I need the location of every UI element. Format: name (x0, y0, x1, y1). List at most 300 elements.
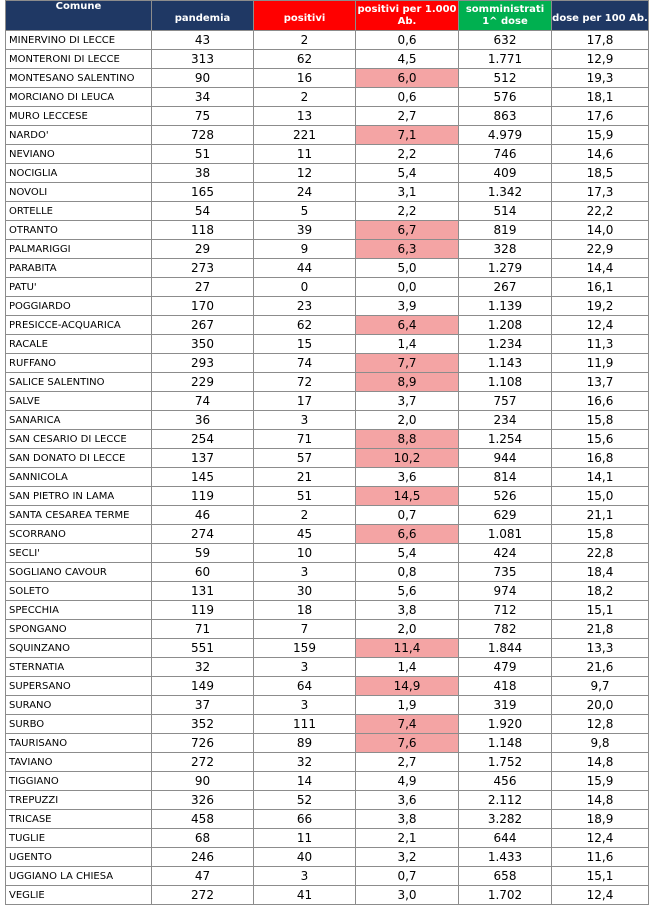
table-row (6, 50, 649, 69)
cell-dose-per-100: 15,0 (552, 487, 649, 506)
cell-comune: SOGLIANO CAVOUR (6, 563, 152, 582)
cell-positivi-per-1000: 7,7 (356, 354, 459, 373)
table-row (6, 107, 649, 126)
cell-somministrati: 632 (459, 31, 552, 50)
table-row (6, 487, 649, 506)
table-row (6, 791, 649, 810)
table-row (6, 468, 649, 487)
cell-somministrati: 1.139 (459, 297, 552, 316)
table-row (6, 677, 649, 696)
cell-positivi-per-1000: 5,4 (356, 544, 459, 563)
table-row (6, 544, 649, 563)
cell-positivi-per-1000: 2,0 (356, 411, 459, 430)
cell-positivi: 12 (254, 164, 356, 183)
cell-somministrati: 712 (459, 601, 552, 620)
cell-dose-per-100: 12,4 (552, 829, 649, 848)
cell-dose-per-100: 21,8 (552, 620, 649, 639)
cell-dose-per-100: 12,4 (552, 316, 649, 335)
table-row (6, 278, 649, 297)
cell-pandemia: 272 (152, 753, 254, 772)
cell-pandemia: 118 (152, 221, 254, 240)
header-somministrati: somministrati 1^ dose (459, 1, 552, 31)
cell-pandemia: 267 (152, 316, 254, 335)
cell-positivi: 14 (254, 772, 356, 791)
table-row (6, 411, 649, 430)
cell-comune: MURO LECCESE (6, 107, 152, 126)
cell-comune: TUGLIE (6, 829, 152, 848)
cell-somministrati: 974 (459, 582, 552, 601)
cell-comune: PRESICCE-ACQUARICA (6, 316, 152, 335)
cell-comune: NEVIANO (6, 145, 152, 164)
cell-positivi-per-1000: 8,9 (356, 373, 459, 392)
cell-dose-per-100: 12,4 (552, 886, 649, 905)
cell-comune: POGGIARDO (6, 297, 152, 316)
cell-dose-per-100: 15,8 (552, 411, 649, 430)
cell-positivi-per-1000: 2,7 (356, 107, 459, 126)
cell-positivi: 3 (254, 867, 356, 886)
cell-dose-per-100: 15,1 (552, 601, 649, 620)
cell-pandemia: 352 (152, 715, 254, 734)
cell-comune: SANARICA (6, 411, 152, 430)
cell-positivi-per-1000: 4,9 (356, 772, 459, 791)
table-row (6, 525, 649, 544)
cell-pandemia: 728 (152, 126, 254, 145)
cell-comune: SURANO (6, 696, 152, 715)
cell-positivi-per-1000: 10,2 (356, 449, 459, 468)
cell-dose-per-100: 14,8 (552, 791, 649, 810)
cell-pandemia: 47 (152, 867, 254, 886)
table-row (6, 316, 649, 335)
cell-somministrati: 1.920 (459, 715, 552, 734)
cell-dose-per-100: 15,6 (552, 430, 649, 449)
cell-pandemia: 551 (152, 639, 254, 658)
cell-positivi-per-1000: 14,5 (356, 487, 459, 506)
cell-pandemia: 90 (152, 772, 254, 791)
cell-dose-per-100: 18,5 (552, 164, 649, 183)
cell-positivi: 111 (254, 715, 356, 734)
table-row (6, 734, 649, 753)
cell-comune: UGGIANO LA CHIESA (6, 867, 152, 886)
cell-comune: SURBO (6, 715, 152, 734)
cell-dose-per-100: 13,7 (552, 373, 649, 392)
cell-dose-per-100: 18,4 (552, 563, 649, 582)
cell-positivi-per-1000: 0,7 (356, 867, 459, 886)
cell-somministrati: 1.081 (459, 525, 552, 544)
cell-comune: SPECCHIA (6, 601, 152, 620)
cell-positivi: 3 (254, 696, 356, 715)
table-row (6, 69, 649, 88)
cell-pandemia: 165 (152, 183, 254, 202)
cell-somministrati: 1.143 (459, 354, 552, 373)
cell-dose-per-100: 13,3 (552, 639, 649, 658)
cell-pandemia: 54 (152, 202, 254, 221)
cell-somministrati: 1.844 (459, 639, 552, 658)
cell-dose-per-100: 11,9 (552, 354, 649, 373)
cell-positivi-per-1000: 6,3 (356, 240, 459, 259)
cell-positivi-per-1000: 6,0 (356, 69, 459, 88)
cell-dose-per-100: 22,9 (552, 240, 649, 259)
cell-positivi: 5 (254, 202, 356, 221)
cell-pandemia: 71 (152, 620, 254, 639)
cell-pandemia: 726 (152, 734, 254, 753)
cell-comune: SANTA CESAREA TERME (6, 506, 152, 525)
cell-positivi-per-1000: 2,7 (356, 753, 459, 772)
cell-positivi: 15 (254, 335, 356, 354)
table-row (6, 582, 649, 601)
cell-somministrati: 1.771 (459, 50, 552, 69)
cell-somministrati: 757 (459, 392, 552, 411)
cell-pandemia: 60 (152, 563, 254, 582)
cell-positivi: 45 (254, 525, 356, 544)
cell-positivi: 2 (254, 31, 356, 50)
cell-somministrati: 456 (459, 772, 552, 791)
cell-positivi: 221 (254, 126, 356, 145)
cell-somministrati: 267 (459, 278, 552, 297)
cell-comune: TIGGIANO (6, 772, 152, 791)
cell-pandemia: 46 (152, 506, 254, 525)
cell-positivi: 39 (254, 221, 356, 240)
cell-comune: VEGLIE (6, 886, 152, 905)
cell-dose-per-100: 11,3 (552, 335, 649, 354)
cell-somministrati: 1.342 (459, 183, 552, 202)
cell-positivi: 2 (254, 88, 356, 107)
cell-positivi: 51 (254, 487, 356, 506)
cell-positivi-per-1000: 3,2 (356, 848, 459, 867)
cell-somministrati: 735 (459, 563, 552, 582)
cell-positivi: 16 (254, 69, 356, 88)
table-row (6, 373, 649, 392)
cell-somministrati: 1.148 (459, 734, 552, 753)
table-row (6, 183, 649, 202)
cell-dose-per-100: 16,6 (552, 392, 649, 411)
cell-pandemia: 313 (152, 50, 254, 69)
cell-positivi-per-1000: 2,1 (356, 829, 459, 848)
table-row (6, 506, 649, 525)
cell-positivi-per-1000: 0,8 (356, 563, 459, 582)
cell-comune: NOCIGLIA (6, 164, 152, 183)
cell-comune: SALVE (6, 392, 152, 411)
cell-somministrati: 526 (459, 487, 552, 506)
table-row (6, 221, 649, 240)
cell-dose-per-100: 17,8 (552, 31, 649, 50)
cell-positivi: 18 (254, 601, 356, 620)
cell-positivi: 74 (254, 354, 356, 373)
table-row (6, 240, 649, 259)
cell-comune: SAN PIETRO IN LAMA (6, 487, 152, 506)
cell-somministrati: 418 (459, 677, 552, 696)
cell-positivi: 159 (254, 639, 356, 658)
cell-somministrati: 1.108 (459, 373, 552, 392)
cell-dose-per-100: 14,1 (552, 468, 649, 487)
table-row (6, 753, 649, 772)
cell-pandemia: 326 (152, 791, 254, 810)
cell-dose-per-100: 15,9 (552, 772, 649, 791)
table-row (6, 449, 649, 468)
table-row (6, 829, 649, 848)
cell-dose-per-100: 15,9 (552, 126, 649, 145)
table-row (6, 601, 649, 620)
cell-comune: TAURISANO (6, 734, 152, 753)
cell-somministrati: 1.254 (459, 430, 552, 449)
cell-positivi-per-1000: 0,6 (356, 88, 459, 107)
cell-positivi-per-1000: 1,4 (356, 658, 459, 677)
cell-positivi-per-1000: 6,4 (356, 316, 459, 335)
cell-positivi-per-1000: 7,6 (356, 734, 459, 753)
cell-positivi-per-1000: 4,5 (356, 50, 459, 69)
cell-dose-per-100: 12,9 (552, 50, 649, 69)
cell-dose-per-100: 21,1 (552, 506, 649, 525)
cell-pandemia: 90 (152, 69, 254, 88)
cell-somministrati: 4.979 (459, 126, 552, 145)
cell-comune: PALMARIGGI (6, 240, 152, 259)
cell-pandemia: 36 (152, 411, 254, 430)
cell-comune: SOLETO (6, 582, 152, 601)
cell-somministrati: 814 (459, 468, 552, 487)
header-dose-per-100: dose per 100 Ab. (552, 1, 649, 31)
cell-positivi: 11 (254, 829, 356, 848)
cell-pandemia: 131 (152, 582, 254, 601)
table-row (6, 430, 649, 449)
cell-positivi: 62 (254, 316, 356, 335)
cell-positivi-per-1000: 0,7 (356, 506, 459, 525)
cell-positivi: 40 (254, 848, 356, 867)
cell-somministrati: 1.208 (459, 316, 552, 335)
cell-somministrati: 1.279 (459, 259, 552, 278)
cell-somministrati: 576 (459, 88, 552, 107)
cell-positivi: 41 (254, 886, 356, 905)
cell-positivi-per-1000: 3,7 (356, 392, 459, 411)
cell-pandemia: 272 (152, 886, 254, 905)
table-row (6, 88, 649, 107)
cell-comune: SAN DONATO DI LECCE (6, 449, 152, 468)
cell-pandemia: 458 (152, 810, 254, 829)
header-row (6, 1, 649, 31)
cell-pandemia: 149 (152, 677, 254, 696)
cell-comune: SQUINZANO (6, 639, 152, 658)
cell-comune: MINERVINO DI LECCE (6, 31, 152, 50)
cell-pandemia: 254 (152, 430, 254, 449)
cell-positivi: 3 (254, 658, 356, 677)
cell-positivi-per-1000: 14,9 (356, 677, 459, 696)
cell-dose-per-100: 15,8 (552, 525, 649, 544)
table-row (6, 639, 649, 658)
cell-comune: MORCIANO DI LEUCA (6, 88, 152, 107)
cell-comune: RACALE (6, 335, 152, 354)
cell-pandemia: 274 (152, 525, 254, 544)
cell-somministrati: 1.234 (459, 335, 552, 354)
table-row (6, 810, 649, 829)
table-row (6, 867, 649, 886)
cell-dose-per-100: 19,2 (552, 297, 649, 316)
cell-dose-per-100: 19,3 (552, 69, 649, 88)
cell-positivi: 23 (254, 297, 356, 316)
cell-positivi: 3 (254, 411, 356, 430)
cell-comune: SUPERSANO (6, 677, 152, 696)
cell-positivi-per-1000: 3,8 (356, 810, 459, 829)
cell-positivi: 24 (254, 183, 356, 202)
cell-somministrati: 2.112 (459, 791, 552, 810)
cell-pandemia: 32 (152, 658, 254, 677)
cell-pandemia: 38 (152, 164, 254, 183)
cell-pandemia: 119 (152, 487, 254, 506)
table-row (6, 715, 649, 734)
cell-somministrati: 819 (459, 221, 552, 240)
table-row (6, 126, 649, 145)
cell-positivi-per-1000: 1,9 (356, 696, 459, 715)
cell-positivi: 9 (254, 240, 356, 259)
header-positivi: positivi (254, 1, 356, 31)
cell-dose-per-100: 14,0 (552, 221, 649, 240)
cell-pandemia: 74 (152, 392, 254, 411)
cell-pandemia: 119 (152, 601, 254, 620)
cell-dose-per-100: 20,0 (552, 696, 649, 715)
cell-pandemia: 27 (152, 278, 254, 297)
cell-comune: STERNATIA (6, 658, 152, 677)
cell-dose-per-100: 14,8 (552, 753, 649, 772)
cell-dose-per-100: 9,7 (552, 677, 649, 696)
cell-positivi: 13 (254, 107, 356, 126)
cell-comune: TAVIANO (6, 753, 152, 772)
cell-somministrati: 319 (459, 696, 552, 715)
cell-pandemia: 350 (152, 335, 254, 354)
cell-positivi-per-1000: 0,6 (356, 31, 459, 50)
cell-somministrati: 629 (459, 506, 552, 525)
cell-somministrati: 512 (459, 69, 552, 88)
cell-positivi-per-1000: 5,4 (356, 164, 459, 183)
cell-positivi-per-1000: 6,6 (356, 525, 459, 544)
cell-positivi-per-1000: 3,6 (356, 791, 459, 810)
table-row (6, 886, 649, 905)
cell-pandemia: 137 (152, 449, 254, 468)
cell-comune: NOVOLI (6, 183, 152, 202)
cell-comune: RUFFANO (6, 354, 152, 373)
cell-positivi: 3 (254, 563, 356, 582)
cell-dose-per-100: 22,8 (552, 544, 649, 563)
cell-positivi: 30 (254, 582, 356, 601)
cell-pandemia: 170 (152, 297, 254, 316)
cell-comune: TRICASE (6, 810, 152, 829)
cell-dose-per-100: 15,1 (552, 867, 649, 886)
cell-positivi-per-1000: 3,8 (356, 601, 459, 620)
cell-comune: ORTELLE (6, 202, 152, 221)
covid-data-table (5, 0, 649, 905)
cell-positivi: 66 (254, 810, 356, 829)
cell-pandemia: 68 (152, 829, 254, 848)
table-row (6, 772, 649, 791)
cell-positivi: 64 (254, 677, 356, 696)
table-body (6, 31, 649, 905)
cell-pandemia: 37 (152, 696, 254, 715)
cell-dose-per-100: 14,6 (552, 145, 649, 164)
cell-positivi: 10 (254, 544, 356, 563)
cell-positivi-per-1000: 3,6 (356, 468, 459, 487)
cell-positivi: 32 (254, 753, 356, 772)
table-row (6, 696, 649, 715)
cell-positivi-per-1000: 2,2 (356, 145, 459, 164)
header-positivi-per-1000: positivi per 1.000 Ab. (356, 1, 459, 31)
cell-somministrati: 424 (459, 544, 552, 563)
cell-pandemia: 29 (152, 240, 254, 259)
cell-dose-per-100: 16,8 (552, 449, 649, 468)
cell-comune: SCORRANO (6, 525, 152, 544)
table-row (6, 202, 649, 221)
cell-dose-per-100: 22,2 (552, 202, 649, 221)
cell-positivi-per-1000: 2,2 (356, 202, 459, 221)
cell-comune: SPONGANO (6, 620, 152, 639)
cell-positivi: 21 (254, 468, 356, 487)
cell-positivi: 71 (254, 430, 356, 449)
table-row (6, 658, 649, 677)
cell-comune: SANNICOLA (6, 468, 152, 487)
cell-comune: MONTERONI DI LECCE (6, 50, 152, 69)
cell-pandemia: 293 (152, 354, 254, 373)
cell-somministrati: 514 (459, 202, 552, 221)
header-pandemia: pandemia (152, 1, 254, 31)
table-row (6, 31, 649, 50)
cell-positivi-per-1000: 7,1 (356, 126, 459, 145)
cell-somministrati: 409 (459, 164, 552, 183)
cell-positivi-per-1000: 5,6 (356, 582, 459, 601)
cell-comune: PATU' (6, 278, 152, 297)
cell-positivi-per-1000: 2,0 (356, 620, 459, 639)
cell-positivi-per-1000: 3,9 (356, 297, 459, 316)
cell-comune: MONTESANO SALENTINO (6, 69, 152, 88)
cell-somministrati: 1.702 (459, 886, 552, 905)
cell-positivi: 11 (254, 145, 356, 164)
cell-comune: SECLI' (6, 544, 152, 563)
table-row (6, 259, 649, 278)
table-row (6, 392, 649, 411)
table-row (6, 335, 649, 354)
cell-comune: OTRANTO (6, 221, 152, 240)
cell-dose-per-100: 18,9 (552, 810, 649, 829)
cell-somministrati: 3.282 (459, 810, 552, 829)
cell-dose-per-100: 12,8 (552, 715, 649, 734)
cell-positivi: 57 (254, 449, 356, 468)
cell-positivi: 0 (254, 278, 356, 297)
table-row (6, 848, 649, 867)
cell-positivi: 17 (254, 392, 356, 411)
cell-positivi-per-1000: 11,4 (356, 639, 459, 658)
cell-positivi-per-1000: 6,7 (356, 221, 459, 240)
cell-positivi: 2 (254, 506, 356, 525)
cell-dose-per-100: 9,8 (552, 734, 649, 753)
cell-positivi-per-1000: 3,0 (356, 886, 459, 905)
cell-positivi: 44 (254, 259, 356, 278)
cell-pandemia: 43 (152, 31, 254, 50)
cell-pandemia: 273 (152, 259, 254, 278)
cell-positivi-per-1000: 3,1 (356, 183, 459, 202)
cell-comune: PARABITA (6, 259, 152, 278)
cell-positivi: 72 (254, 373, 356, 392)
cell-somministrati: 863 (459, 107, 552, 126)
cell-positivi-per-1000: 8,8 (356, 430, 459, 449)
cell-somministrati: 1.433 (459, 848, 552, 867)
cell-comune: TREPUZZI (6, 791, 152, 810)
table-row (6, 164, 649, 183)
cell-somministrati: 1.752 (459, 753, 552, 772)
cell-dose-per-100: 18,1 (552, 88, 649, 107)
cell-pandemia: 229 (152, 373, 254, 392)
cell-somministrati: 479 (459, 658, 552, 677)
cell-comune: NARDO' (6, 126, 152, 145)
header-comune: Comune (6, 1, 152, 31)
table-row (6, 145, 649, 164)
cell-dose-per-100: 14,4 (552, 259, 649, 278)
cell-positivi-per-1000: 7,4 (356, 715, 459, 734)
cell-pandemia: 34 (152, 88, 254, 107)
cell-somministrati: 658 (459, 867, 552, 886)
